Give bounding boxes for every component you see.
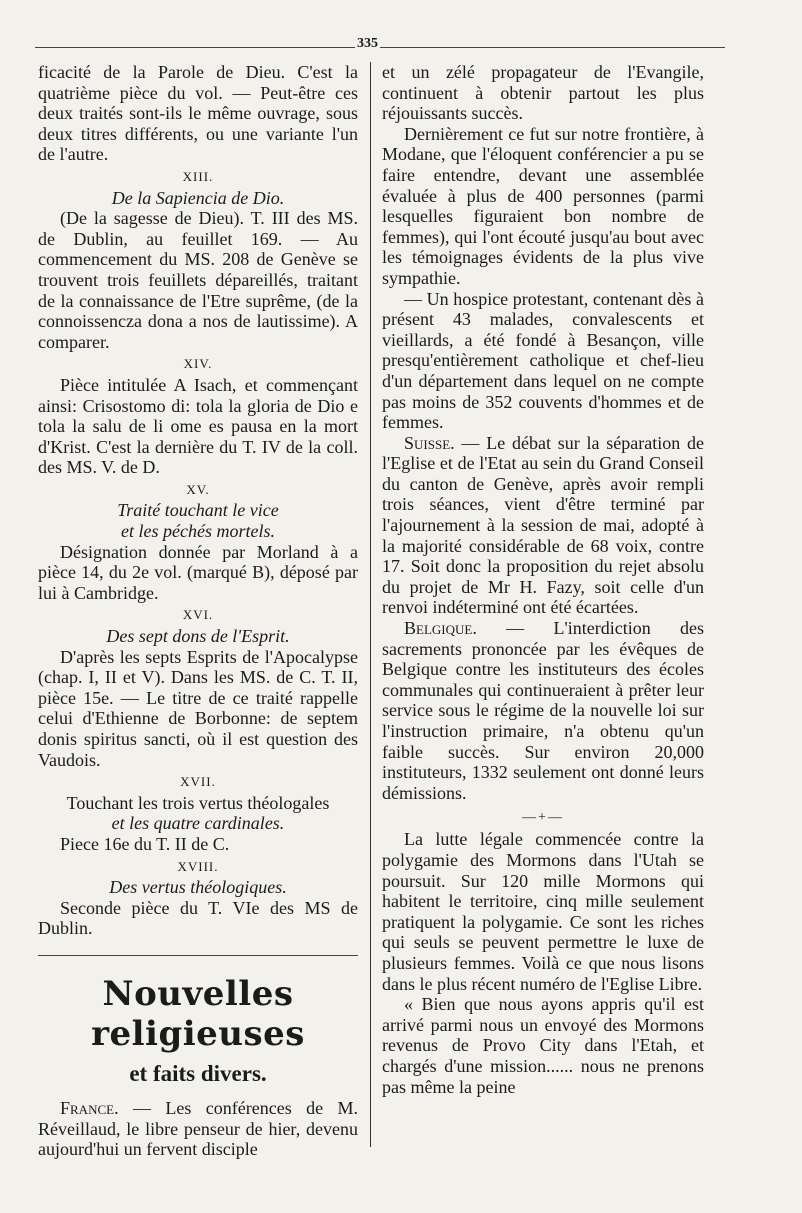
treatise-title-continued: et les quatre cardinales. [111,813,285,834]
section-number: XV. [186,481,210,497]
column-divider [370,62,371,1147]
country-label: France. [60,1097,119,1118]
section-number: XVI. [182,607,214,623]
treatise-description: (De la sagesse de Dieu). T. III des MS. de Dublin, au feuillet 169. — Au commencement du MS. 208 de Genève se trouvent trois feuillets dépareillés, traitant de la connaissance de l'Etre suprême, (de la connoissencza dona a nos de lautissime). A comparer. [38,208,358,352]
right-paragraph: Dernièrement ce fut sur notre frontière, à Modane, que l'éloquent conférencier a pu se faire entendre, devant une assemblée évaluée à plus de 400 personnes (parmi lesquelles figuraient bon nombre de femmes), qui l'ont écouté jusqu'au bout avec les témoignages évidents de la plus vive sympathie. [382,123,704,288]
header-rule-right [380,47,725,48]
treatise-title: Des sept dons de l'Esprit. [106,626,290,647]
header-rule-left [35,47,355,48]
treatise-description: Piece 16e du T. II de C. [60,833,230,854]
right-paragraph: — Un hospice protestant, contenant dès à présent 43 malades, convalescents et vieillards, a été fondé à Besançon, ville presqu'entièrement catholique et chef-lieu d'un département dans lequel on ne compte pas moins de 352 couvents d'hommes et de femmes. [382,288,704,433]
treatise-title: De la Sapiencia de Dio. [111,187,285,208]
left-column [38,62,358,1160]
left-paragraph: ficacité de la Parole de Dieu. C'est la quatrième pièce du vol. — Peut-être ces deux traités sont-ils le même ouvrage, sous deux titres différents, ou une variante l'un de l'autre. [38,62,358,165]
treatise-title: Touchant les trois vertus théologales [66,792,330,813]
section-number: XVII. [180,774,216,790]
section-number: XIV. [183,356,213,372]
treatise-description: Désignation donnée par Morland à a pièce 14, du 2e vol. (marqué B), déposé par lui à Cambridge. [38,541,358,603]
news-text: — Le débat sur la séparation de l'Eglise et de l'Etat au sein du Grand Conseil du canton de Genève, après avoir rempli trois séances, vient d'être terminé par l'ajournement à la session de mai, adopté à la majorité considérable de 68 voix, contre 17. Soit donc la proposition du rejet absolu du projet de Mr H. Fazy, soit celle d'un renvoi indéterminé ont été écartées. [382,432,704,618]
section-number: XIII. [182,168,214,184]
section-rule [38,955,358,956]
treatise-description: Pièce intitulée A Isach, et commençant ainsi: Crisostomo di: tola la gloria de Dio e tola la salu de li ome es pausa en la mort d'Krist. C'est la dernière du T. IV de la coll. des MS. V. de D. [38,374,358,478]
right-paragraph: et un zélé propagateur de l'Evangile, continuent à obtenir partout les plus réjouissants succès. [382,62,704,124]
page-number: 335 [357,36,378,51]
separator-ornament: —+— [522,810,564,826]
treatise-title: Des vertus théologiques. [109,877,287,898]
news-text: — L'interdiction des sacrements prononcée par les évêques de Belgique contre les instituteurs des écoles communales qui continueraient à prêter leur service sous le régime de la nouvelle loi sur l'instruction primaire, n'a obtenu qu'un faible succès. Sur environ 20,000 instituteurs, 1332 seulement ont donné leurs démissions. [382,618,705,803]
treatise-description: D'après les septs Esprits de l'Apocalypse (chap. I, II et V). Dans les MS. de C. T. II, pièce 15e. — Le titre de ce traité rappelle celui d'Ethienne de Borbonne: de septem donis spiritus sancti, où il est question des Vaudois. [38,646,358,770]
right-paragraph: « Bien que nous ayons appris qu'il est arrivé parmi nous un envoyé des Mormons revenus de Provo City dans l'Etah, et chargés d'une mission...... nous ne prenons pas même la peine [382,994,704,1097]
treatise-description: Seconde pièce du T. VIe des MS de Dublin. [38,897,358,939]
right-paragraph: La lutte légale commencée contre la polygamie des Mormons dans l'Utah se poursuit. Sur 120 mille Mormons qui habitent le territoire, cinq mille seulement pratiquent la polygamie. Ce sont les riches qui seuls se peuvent permettre le luxe de plusieurs femmes. Voilà ce que nous lisons dans le plus récent numéro de l'Eglise Libre. [382,829,704,994]
section-number: XVIII. [177,858,219,874]
country-label: Suisse. [404,432,455,453]
news-item-france [38,1098,358,1160]
right-column [382,62,704,1097]
news-text: — Les conférences de M. Réveillaud, le libre penseur de hier, devenu aujourd'hui un fervent disciple [38,1097,358,1160]
treatise-title-continued: et les péchés mortels. [121,521,275,542]
section-subtitle: et faits divers. [129,1060,267,1086]
news-item-belgique [382,618,704,803]
treatise-title: Traité touchant le vice [117,500,279,521]
news-item-suisse [382,433,704,618]
section-title: Nouvelles religieuses [91,973,305,1054]
country-label: Belgique. [404,618,477,639]
